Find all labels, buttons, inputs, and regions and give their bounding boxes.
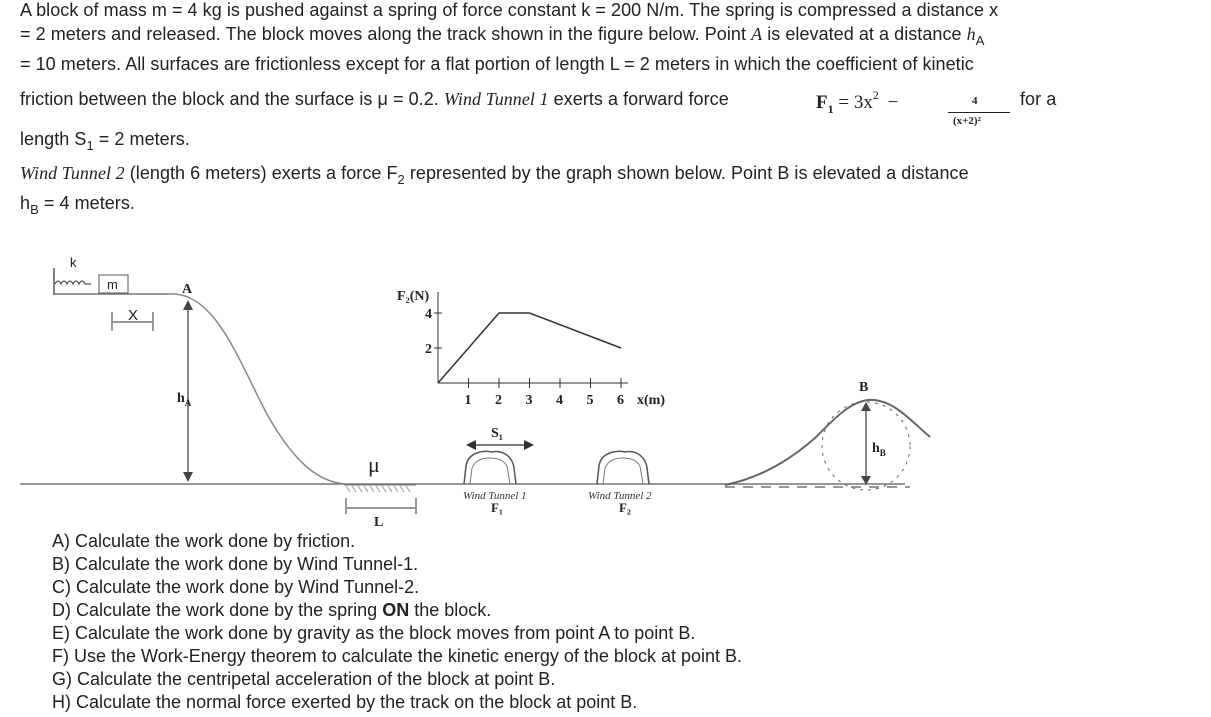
problem-line-1: A block of mass m = 4 kg is pushed against a spring of force constant k = 200 N/m. The spring is compressed a distance x — [20, 0, 999, 20]
spring — [55, 281, 91, 284]
formula-numerator: 4 — [972, 95, 978, 107]
track-hill — [725, 400, 930, 485]
wind-tunnel-1-label: Wind Tunnel 1 — [463, 490, 527, 502]
friction-region — [344, 485, 416, 492]
point-a-label: A — [182, 282, 193, 297]
spring-k-label: k — [70, 255, 77, 270]
question-a: A) Calculate the work done by friction. — [52, 531, 356, 551]
track-figure — [0, 240, 1211, 540]
question-e: E) Calculate the work done by gravity as the block moves from point A to point B. — [52, 623, 696, 643]
hb-label: $h_B$ — [872, 441, 886, 458]
graph-series-line — [438, 313, 621, 383]
ha-label: $h_A$ — [177, 391, 192, 408]
formula-fraction-bar — [948, 112, 1010, 113]
ha-arrowhead-down — [183, 472, 193, 482]
graph-xtick-label: 4 — [556, 393, 563, 408]
problem-line-3: = 10 meters. All surfaces are frictionless except for a flat portion of length L = 2 meters in which the coefficient of kinetic — [20, 54, 974, 74]
wind-tunnel-2-inner — [603, 458, 643, 484]
s1-label: S₁ — [491, 426, 503, 441]
problem-line-7: $h_B = 4$ meters. — [20, 193, 135, 217]
graph-xtick-label: 2 — [495, 393, 502, 408]
question-b: B) Calculate the work done by Wind Tunnel-1. — [52, 554, 419, 574]
question-h: H) Calculate the normal force exerted by the track on the block at point B. — [52, 692, 638, 712]
block-m-label: m — [107, 277, 118, 292]
question-d: D) Calculate the work done by the spring ON the block. — [52, 600, 492, 620]
question-g: G) Calculate the centripetal acceleration of the block at point B. — [52, 669, 556, 689]
graph-ylabel: F₂(N) — [397, 289, 430, 304]
point-b-label: B — [859, 380, 869, 395]
s1-arrowhead-right — [524, 440, 534, 450]
problem-line-6: Wind Tunnel 2 (length 6 meters) exerts a force $F_2$ represented by the graph shown below. Point B is elevated a distance — [20, 163, 969, 187]
x-label: X — [128, 307, 139, 324]
formula-denominator: (x+2)² — [953, 115, 981, 127]
question-c: C) Calculate the work done by Wind Tunnel-2. — [52, 577, 420, 597]
wind-tunnel-1-inner — [470, 458, 510, 484]
force-formula: $F_1 = 3x^2$ − — [816, 88, 899, 116]
wind-tunnel-2-label: Wind Tunnel 2 — [588, 490, 652, 502]
question-f: F) Use the Work-Energy theorem to calculate the kinetic energy of the block at point B. — [52, 646, 743, 666]
problem-line-2: = 2 meters and released. The block moves along the track shown in the figure below. Point A is elevated at a distance $h_A$ — [20, 24, 985, 48]
problem-line-5: length $S_1 = 2$ meters. — [20, 129, 190, 153]
hb-arrowhead-up — [861, 402, 871, 411]
graph-ytick-label: 2 — [425, 342, 432, 357]
mu-label: μ — [368, 452, 380, 477]
L-label: L — [374, 515, 384, 530]
graph-xtick-label: 5 — [586, 393, 594, 408]
wind-tunnel-2-force: F₂ — [619, 500, 631, 515]
f2-graph — [397, 289, 665, 408]
graph-xtick-label: 1 — [464, 393, 472, 408]
graph-xtick-label: 6 — [617, 393, 624, 408]
problem-line-4: friction between the block and the surface is μ = 0.2. Wind Tunnel 1 exerts a forward force — [20, 89, 729, 109]
graph-ytick-label: 4 — [425, 307, 432, 322]
track-slope — [168, 294, 345, 484]
graph-xunit: x(m) — [637, 393, 665, 408]
graph-xtick-label: 3 — [525, 393, 533, 408]
ha-arrowhead-up — [183, 300, 193, 310]
wind-tunnel-1-force: F₁ — [491, 500, 503, 515]
problem-line-4-end: for a — [1020, 89, 1057, 109]
s1-arrowhead-left — [466, 440, 476, 450]
